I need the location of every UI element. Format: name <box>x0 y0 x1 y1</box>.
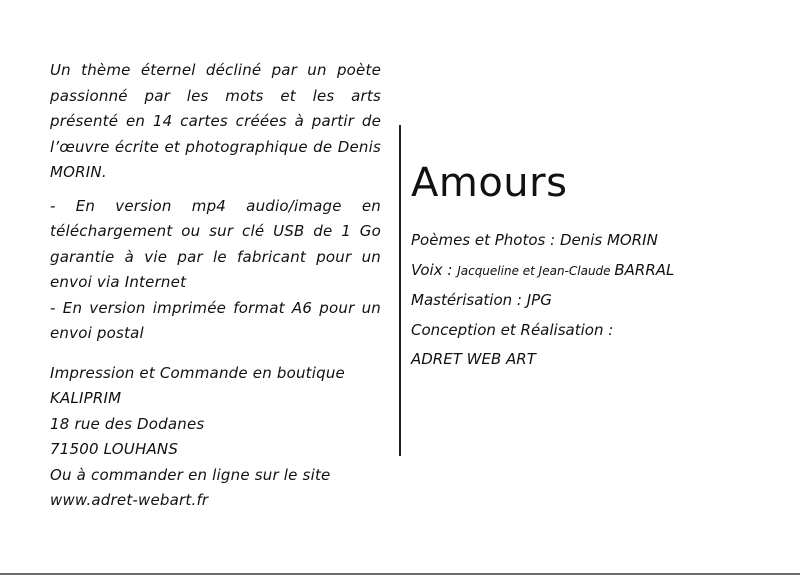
address-street: 18 rue des Dodanes <box>50 414 205 433</box>
intro-paragraph: Un thème éternel décliné par un poète passionné par les mots et les arts présenté en 14 cartes créées à partir de l’œuvre écrite et photographique de Denis MORIN. <box>50 61 381 181</box>
mp4-version-paragraph: - En version mp4 audio/image en téléchargement ou sur clé USB de 1 Go garantie à vie par le fabricant pour un envoi via Internet <box>50 196 381 291</box>
voice-label: Voix : <box>411 260 458 279</box>
vertical-divider <box>399 125 401 456</box>
card-title: Amours <box>411 160 568 206</box>
shop-name: KALIPRIM <box>50 389 122 407</box>
website-text: www.adret-webart.fr <box>50 491 209 509</box>
address-city: 71500 LOUHANS <box>50 440 179 458</box>
voice-credit <box>411 256 791 287</box>
studio-name: ADRET WEB ART <box>411 350 536 368</box>
print-version-paragraph: - En version imprimée format A6 pour un envoi postal <box>50 298 381 342</box>
online-order-line: Ou à commander en ligne sur le site <box>50 465 331 484</box>
mastering-credit: Mastérisation : JPG <box>411 291 552 309</box>
shop-line: Impression et Commande en boutique <box>50 363 345 382</box>
credits-column <box>411 158 791 375</box>
voice-surname: BARRAL <box>614 260 675 279</box>
voice-names: Jacqueline et Jean-Claude <box>457 263 615 278</box>
conception-credit: Conception et Réalisation : <box>411 320 614 339</box>
poems-photos-credit: Poèmes et Photos : Denis MORIN <box>411 231 658 249</box>
description-column <box>50 58 381 514</box>
